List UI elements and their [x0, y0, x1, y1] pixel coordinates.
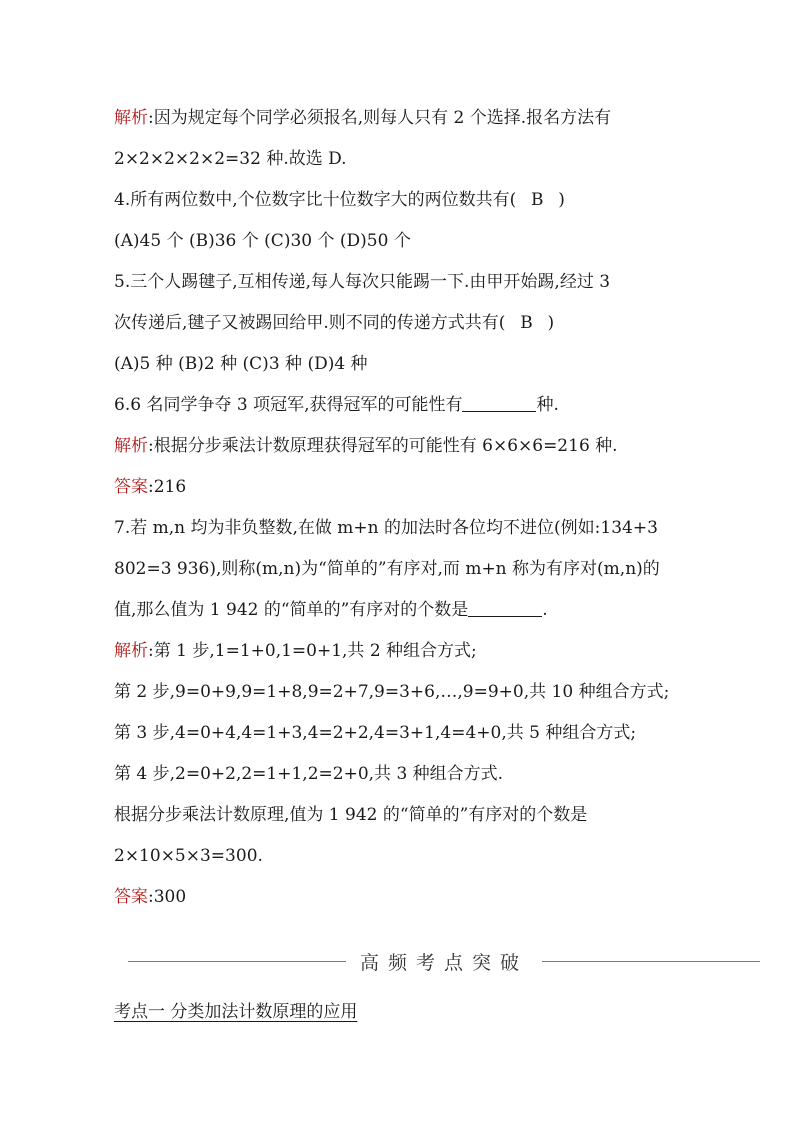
solution-line: 2×2×2×2×2=32 种.故选 D. [114, 149, 347, 169]
divider-title: 高频考点突破 [360, 951, 529, 974]
question-text: . [542, 600, 548, 620]
question-5-cont [114, 311, 554, 335]
question-text: 4.所有两位数中,个位数字比十位数字大的两位数共有( [114, 190, 517, 210]
solution-label: 解析 [114, 108, 148, 128]
question-5: 5.三个人踢毽子,互相传递,每人每次只能踢一下.由甲开始踢,经过 3 [114, 272, 611, 292]
solution-line [114, 434, 618, 458]
divider-rule-left [128, 961, 346, 962]
bracket: ) [558, 190, 565, 210]
answer-label: 答案 [114, 887, 148, 907]
answer-blank [462, 395, 536, 412]
solution-line: 第 4 步,2=0+2,2=1+1,2=2+0,共 3 种组合方式. [114, 764, 504, 784]
question-text: 值,那么值为 1 942 的“简单的”有序对的个数是 [114, 600, 469, 620]
answer-choice: B [531, 190, 544, 210]
question-7-cont: 802=3 936),则称(m,n)为“简单的”有序对,而 m+n 称为有序对(m,n)的 [114, 559, 660, 579]
divider-rule-right [542, 961, 760, 962]
answer-text: :300 [148, 887, 187, 907]
section-divider [128, 948, 760, 974]
question-7: 7.若 m,n 均为非负整数,在做 m+n 的加法时各位均不进位(例如:134+3 [114, 518, 658, 538]
answer-blank [468, 600, 542, 617]
answer-line [114, 475, 186, 499]
solution-label: 解析 [114, 436, 148, 456]
question-4-options: (A)45 个 (B)36 个 (C)30 个 (D)50 个 [114, 231, 411, 251]
solution-text: :第 1 步,1=1+0,1=0+1,共 2 种组合方式; [148, 641, 477, 661]
solution-line: 2×10×5×3=300. [114, 846, 263, 866]
question-text: 次传递后,毽子又被踢回给甲.则不同的传递方式共有( [114, 313, 506, 333]
solution-line: 第 2 步,9=0+9,9=1+8,9=2+7,9=3+6,…,9=9+0,共 10 种组合方式; [114, 682, 670, 702]
question-4 [114, 188, 565, 212]
solution-line [114, 639, 477, 663]
solution-line: 第 3 步,4=0+4,4=1+3,4=2+2,4=3+1,4=4+0,共 5 种组合方式; [114, 723, 637, 743]
solution-label: 解析 [114, 641, 148, 661]
solution-line: 根据分步乘法计数原理,值为 1 942 的“简单的”有序对的个数是 [114, 805, 588, 825]
solution-text: :根据分步乘法计数原理获得冠军的可能性有 6×6×6=216 种. [148, 436, 618, 456]
question-7-cont [114, 598, 548, 622]
question-text: 6.6 名同学争夺 3 项冠军,获得冠军的可能性有 [114, 395, 463, 415]
solution-line [114, 106, 611, 130]
solution-text: :因为规定每个同学必须报名,则每人只有 2 个选择.报名方法有 [148, 108, 612, 128]
question-6 [114, 393, 559, 417]
answer-choice: B [520, 313, 533, 333]
section-heading: 考点一 分类加法计数原理的应用 [114, 1002, 358, 1022]
question-5-options: (A)5 种 (B)2 种 (C)3 种 (D)4 种 [114, 354, 368, 374]
answer-line [114, 885, 186, 909]
answer-label: 答案 [114, 477, 148, 497]
bracket: ) [547, 313, 555, 333]
answer-text: :216 [148, 477, 187, 497]
question-text: 种. [536, 395, 559, 415]
